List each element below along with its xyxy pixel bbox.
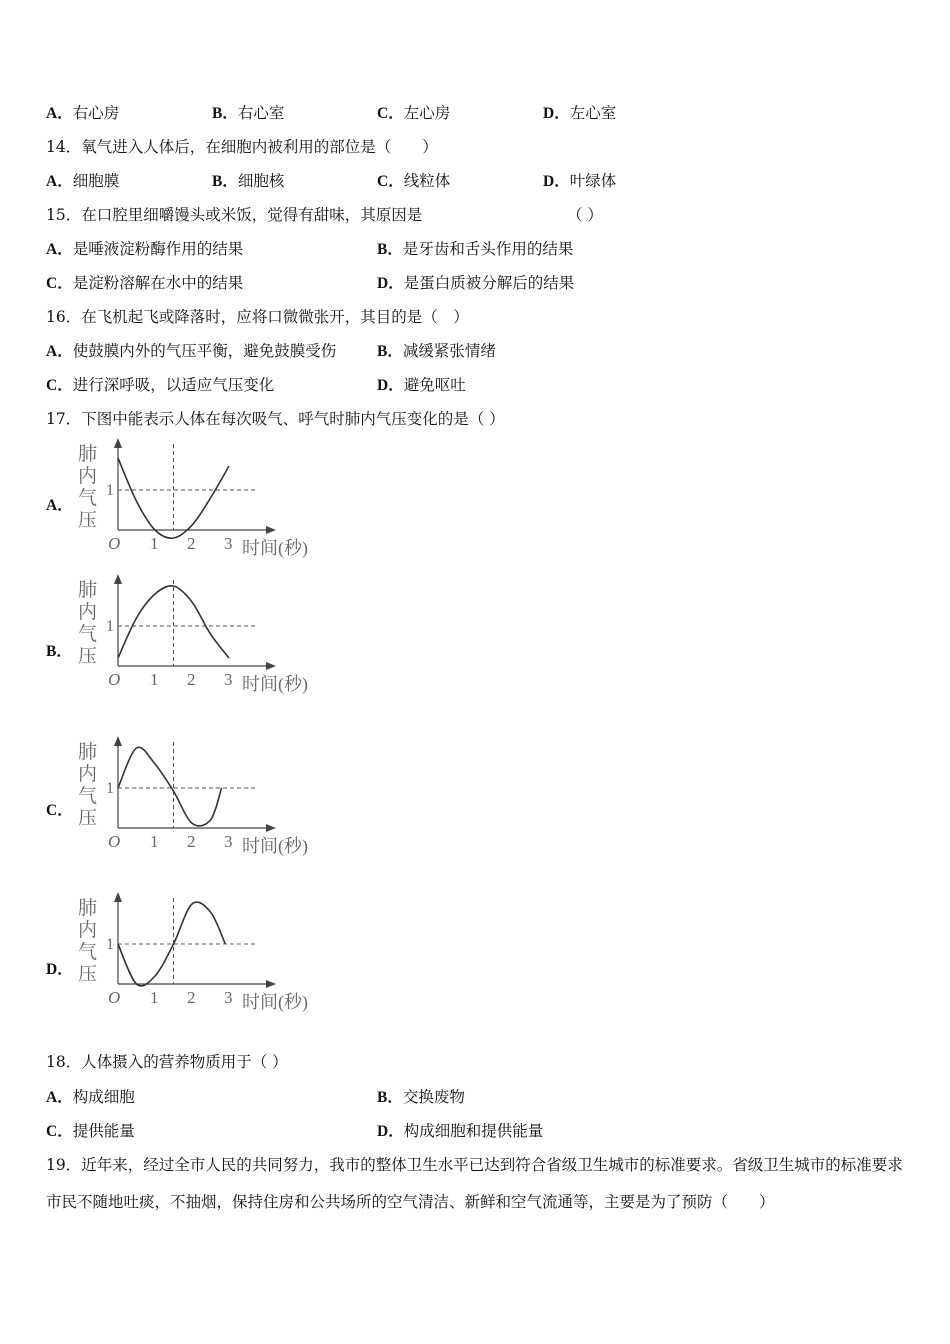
x-tick-label: O [108, 832, 121, 851]
q13-option-c: C．左心房 [377, 104, 451, 122]
y-tick-label: 1 [106, 936, 114, 953]
y-axis-arrow [114, 892, 122, 902]
q13-option-d: D．左心室 [543, 104, 617, 122]
q15-paren: （ ） [567, 206, 603, 224]
y-axis-label-char: 内 [78, 466, 98, 487]
graph-d-label: D． [46, 961, 73, 978]
x-tick-label: 1 [150, 988, 159, 1007]
y-axis-label-char: 内 [78, 920, 98, 941]
q15-option-d: D．是蛋白质被分解后的结果 [377, 274, 575, 292]
q16-stem: 16．在飞机起飞或降落时，应将口微微张开，其目的是（ ） [46, 308, 469, 326]
x-tick-label: 1 [150, 534, 159, 553]
q14-option-a: A．细胞膜 [46, 172, 120, 190]
pressure-curve [118, 458, 229, 538]
y-axis-arrow [114, 574, 122, 584]
x-tick-label: 3 [224, 534, 233, 553]
y-tick-label: 1 [106, 482, 114, 499]
x-tick-label: O [108, 534, 121, 553]
y-axis-label-char: 气 [78, 624, 98, 645]
q16-option-c: C．进行深呼吸，以适应气压变化 [46, 376, 275, 394]
y-tick-label: 1 [106, 780, 114, 797]
q13-option-b: B．右心室 [212, 104, 285, 122]
y-axis-label-char: 气 [78, 786, 98, 807]
y-axis-label-char: 内 [78, 764, 98, 785]
y-axis-label-char: 肺 [78, 580, 98, 601]
graph-d [60, 890, 330, 1018]
q15-option-b: B．是牙齿和舌头作用的结果 [377, 240, 574, 258]
y-axis-label-char: 内 [78, 602, 98, 623]
x-tick-label: 2 [187, 534, 196, 553]
x-tick-label: 2 [187, 670, 196, 689]
x-axis-label: 时间(秒) [242, 992, 308, 1012]
q15-option-c: C．是淀粉溶解在水中的结果 [46, 274, 244, 292]
q16-option-d: D．避免呕吐 [377, 376, 466, 394]
y-tick-label: 1 [106, 618, 114, 635]
graph-a [60, 436, 330, 564]
pressure-curve [118, 747, 222, 826]
q18-option-d: D．构成细胞和提供能量 [377, 1122, 544, 1140]
x-axis-arrow [266, 526, 276, 534]
q13-option-a: A．右心房 [46, 104, 120, 122]
q18-option-a: A．构成细胞 [46, 1088, 135, 1106]
x-tick-label: 2 [187, 988, 196, 1007]
q15-stem: 15．在口腔里细嚼馒头或米饭，觉得有甜味，其原因是 [46, 206, 423, 224]
q16-option-b: B．减缓紧张情绪 [377, 342, 496, 360]
x-axis-arrow [266, 980, 276, 988]
x-axis-label: 时间(秒) [242, 836, 308, 856]
q17-stem: 17．下图中能表示人体在每次吸气、呼气时肺内气压变化的是（ ） [46, 410, 505, 428]
q14-stem: 14．氧气进入人体后，在细胞内被利用的部位是（ ） [46, 138, 438, 156]
q15-option-a: A．是唾液淀粉酶作用的结果 [46, 240, 244, 258]
y-axis-label-char: 肺 [78, 444, 98, 465]
x-tick-label: 2 [187, 832, 196, 851]
x-tick-label: 3 [224, 832, 233, 851]
y-axis-arrow [114, 736, 122, 746]
q14-option-d: D．叶绿体 [543, 172, 617, 190]
x-tick-label: 1 [150, 832, 159, 851]
q18-option-c: C．提供能量 [46, 1122, 135, 1140]
y-axis-label-char: 肺 [78, 742, 98, 763]
x-tick-label: 3 [224, 988, 233, 1007]
y-axis-arrow [114, 438, 122, 448]
x-tick-label: 1 [150, 670, 159, 689]
graph-b [60, 572, 330, 700]
q16-option-a: A．使鼓膜内外的气压平衡，避免鼓膜受伤 [46, 342, 337, 360]
q18-stem: 18．人体摄入的营养物质用于（ ） [46, 1053, 288, 1071]
x-tick-label: 3 [224, 670, 233, 689]
x-axis-arrow [266, 662, 276, 670]
q14-option-b: B．细胞核 [212, 172, 285, 190]
y-axis-label-char: 气 [78, 488, 98, 509]
q18-option-b: B．交换废物 [377, 1088, 465, 1106]
q19-stem: 19．近年来，经过全市人民的共同努力，我市的整体卫生水平已达到符合省级卫生城市的标准要求。省级卫生城市的标准要求市民不随地吐痰，不抽烟，保持住房和公共场所的空气清洁、新鲜和空气流通等，主要是为了预防（ ） [46, 1156, 903, 1211]
x-tick-label: O [108, 988, 121, 1007]
y-axis-label-char: 压 [78, 808, 98, 829]
graph-b-label: B． [46, 643, 72, 660]
y-axis-label-char: 气 [78, 942, 98, 963]
graph-c-label: C． [46, 802, 73, 819]
x-axis-arrow [266, 824, 276, 832]
y-axis-label-char: 压 [78, 964, 98, 985]
graph-a-label: A． [46, 497, 73, 514]
graph-c [60, 734, 330, 862]
x-axis-label: 时间(秒) [242, 538, 308, 558]
x-tick-label: O [108, 670, 121, 689]
q14-option-c: C．线粒体 [377, 172, 451, 190]
x-axis-label: 时间(秒) [242, 674, 308, 694]
y-axis-label-char: 肺 [78, 898, 98, 919]
y-axis-label-char: 压 [78, 646, 98, 667]
y-axis-label-char: 压 [78, 510, 98, 531]
